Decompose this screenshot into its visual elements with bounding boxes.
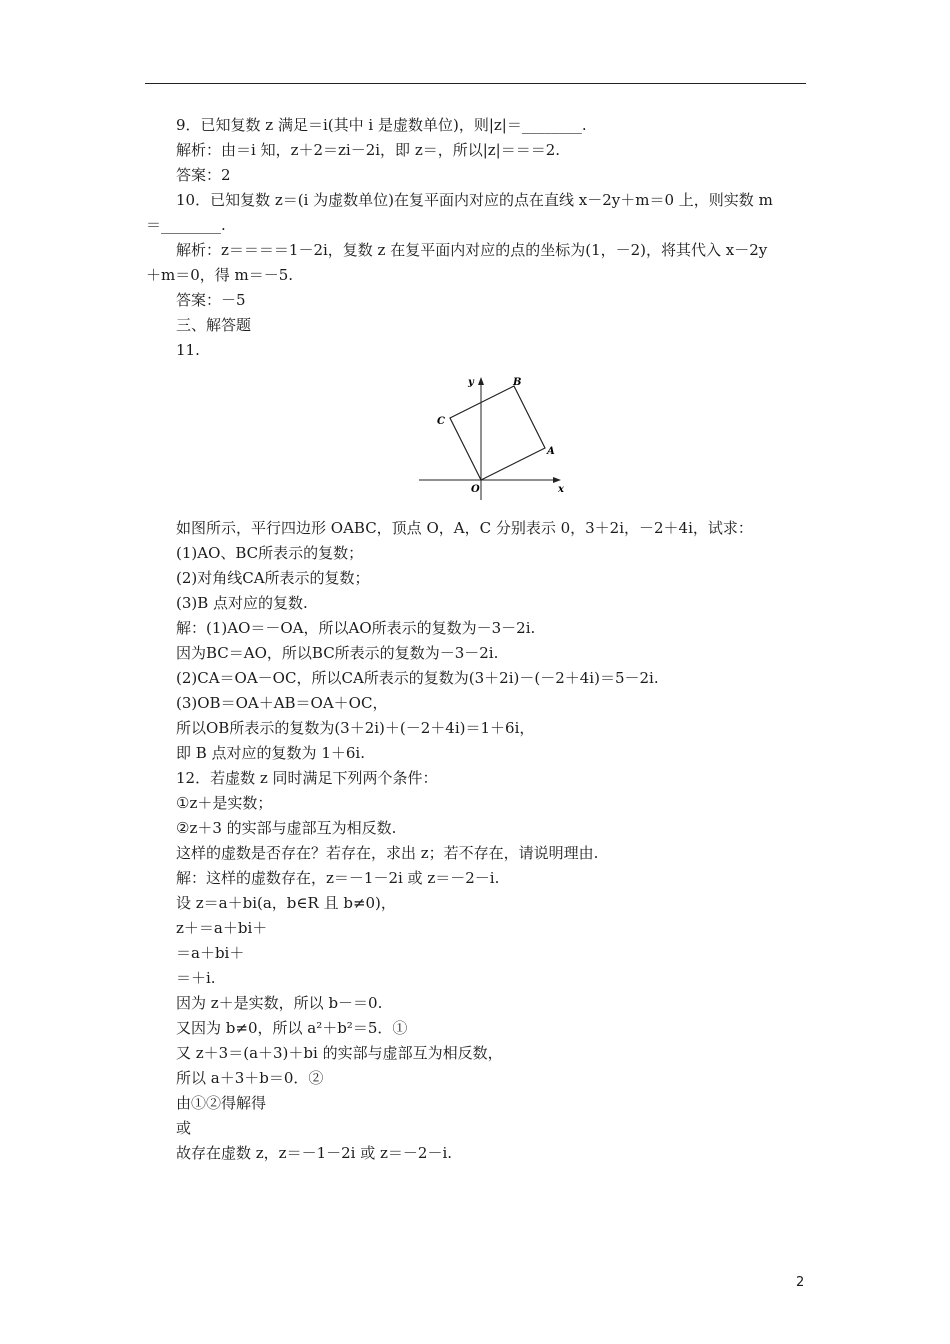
label-o: O	[471, 484, 480, 495]
text-line: ＝＋i.	[176, 969, 216, 987]
header-rule	[145, 83, 806, 84]
text-line: 如图所示，平行四边形 OABC，顶点 O，A，C 分别表示 0，3＋2i，－2＋4i，试求：	[176, 519, 753, 537]
label-b: B	[513, 377, 522, 388]
text-line: (3)B 点对应的复数.	[176, 594, 308, 612]
text-line: 解析：z＝＝＝＝1－2i，复数 z 在复平面内对应的点的坐标为(1，－2)，将其代入 x－2y	[176, 241, 768, 259]
text-line: 即 B 点对应的复数为 1＋6i.	[176, 744, 365, 762]
text-line: (2)对角线CA所表示的复数；	[176, 569, 370, 587]
text-line: 所以 a＋3＋b＝0．②	[176, 1069, 324, 1087]
text-line: 解：(1)AO＝－OA，所以AO所表示的复数为－3－2i.	[176, 619, 536, 637]
text-line: 设 z＝a＋bi(a，b∈R 且 b≠0)，	[176, 894, 396, 912]
text-line: ②z＋3 的实部与虚部互为相反数.	[176, 819, 397, 837]
text-line: (2)CA＝OA－OC，所以CA所表示的复数为(3＋2i)－(－2＋4i)＝5－2i.	[176, 669, 659, 687]
text-line: 解：这样的虚数存在，z＝－1－2i 或 z＝－2－i.	[176, 869, 500, 887]
text-line: 因为BC＝AO，所以BC所表示的复数为－3－2i.	[176, 644, 499, 662]
text-line: 或	[176, 1119, 192, 1137]
text-line: 由①②得解得	[176, 1094, 267, 1112]
text-line: 又 z＋3＝(a＋3)＋bi 的实部与虚部互为相反数，	[176, 1044, 503, 1062]
y-axis-arrow-icon	[478, 377, 484, 385]
text-line: ＝________.	[146, 216, 226, 234]
page-number: 2	[796, 1275, 805, 1290]
text-line: 9．已知复数 z 满足＝i(其中 i 是虚数单位)，则|z|＝________.	[176, 116, 587, 134]
label-y: y	[468, 377, 474, 388]
text-line: 11.	[176, 341, 200, 359]
text-line: 所以OB所表示的复数为(3＋2i)＋(－2＋4i)＝1＋6i，	[176, 719, 535, 737]
label-a: A	[547, 446, 555, 457]
text-line: z＋＝a＋bi＋	[176, 919, 268, 937]
x-axis-arrow-icon	[553, 477, 561, 483]
text-line: (3)OB＝OA＋AB＝OA＋OC，	[176, 694, 388, 712]
parallelogram-figure	[415, 372, 570, 504]
text-line: 因为 z＋是实数，所以 b－＝0.	[176, 994, 383, 1012]
text-line: ＋m＝0，得 m＝－5.	[146, 266, 294, 284]
text-line: 故存在虚数 z，z＝－1－2i 或 z＝－2－i.	[176, 1144, 453, 1162]
text-line: 答案：－5	[176, 291, 246, 309]
text-line: ＝a＋bi＋	[176, 944, 245, 962]
label-c: C	[437, 416, 445, 427]
text-line: 12．若虚数 z 同时满足下列两个条件：	[176, 769, 438, 787]
text-line: ①z＋是实数；	[176, 794, 273, 812]
text-line: 解析：由＝i 知，z＋2＝zi－2i，即 z＝，所以|z|＝＝＝2.	[176, 141, 561, 159]
parallelogram-oabc	[450, 386, 545, 480]
text-line: (1)AO、BC所表示的复数；	[176, 544, 364, 562]
text-line: 答案：2	[176, 166, 231, 184]
label-x: x	[558, 484, 564, 495]
text-line: 10．已知复数 z＝(i 为虚数单位)在复平面内对应的点在直线 x－2y＋m＝0 上，则实数 m	[176, 191, 773, 209]
text-line: 又因为 b≠0，所以 a²＋b²＝5．①	[176, 1019, 408, 1037]
text-line: 这样的虚数是否存在？若存在，求出 z；若不存在，请说明理由.	[176, 844, 599, 862]
text-line: 三、解答题	[176, 316, 252, 334]
